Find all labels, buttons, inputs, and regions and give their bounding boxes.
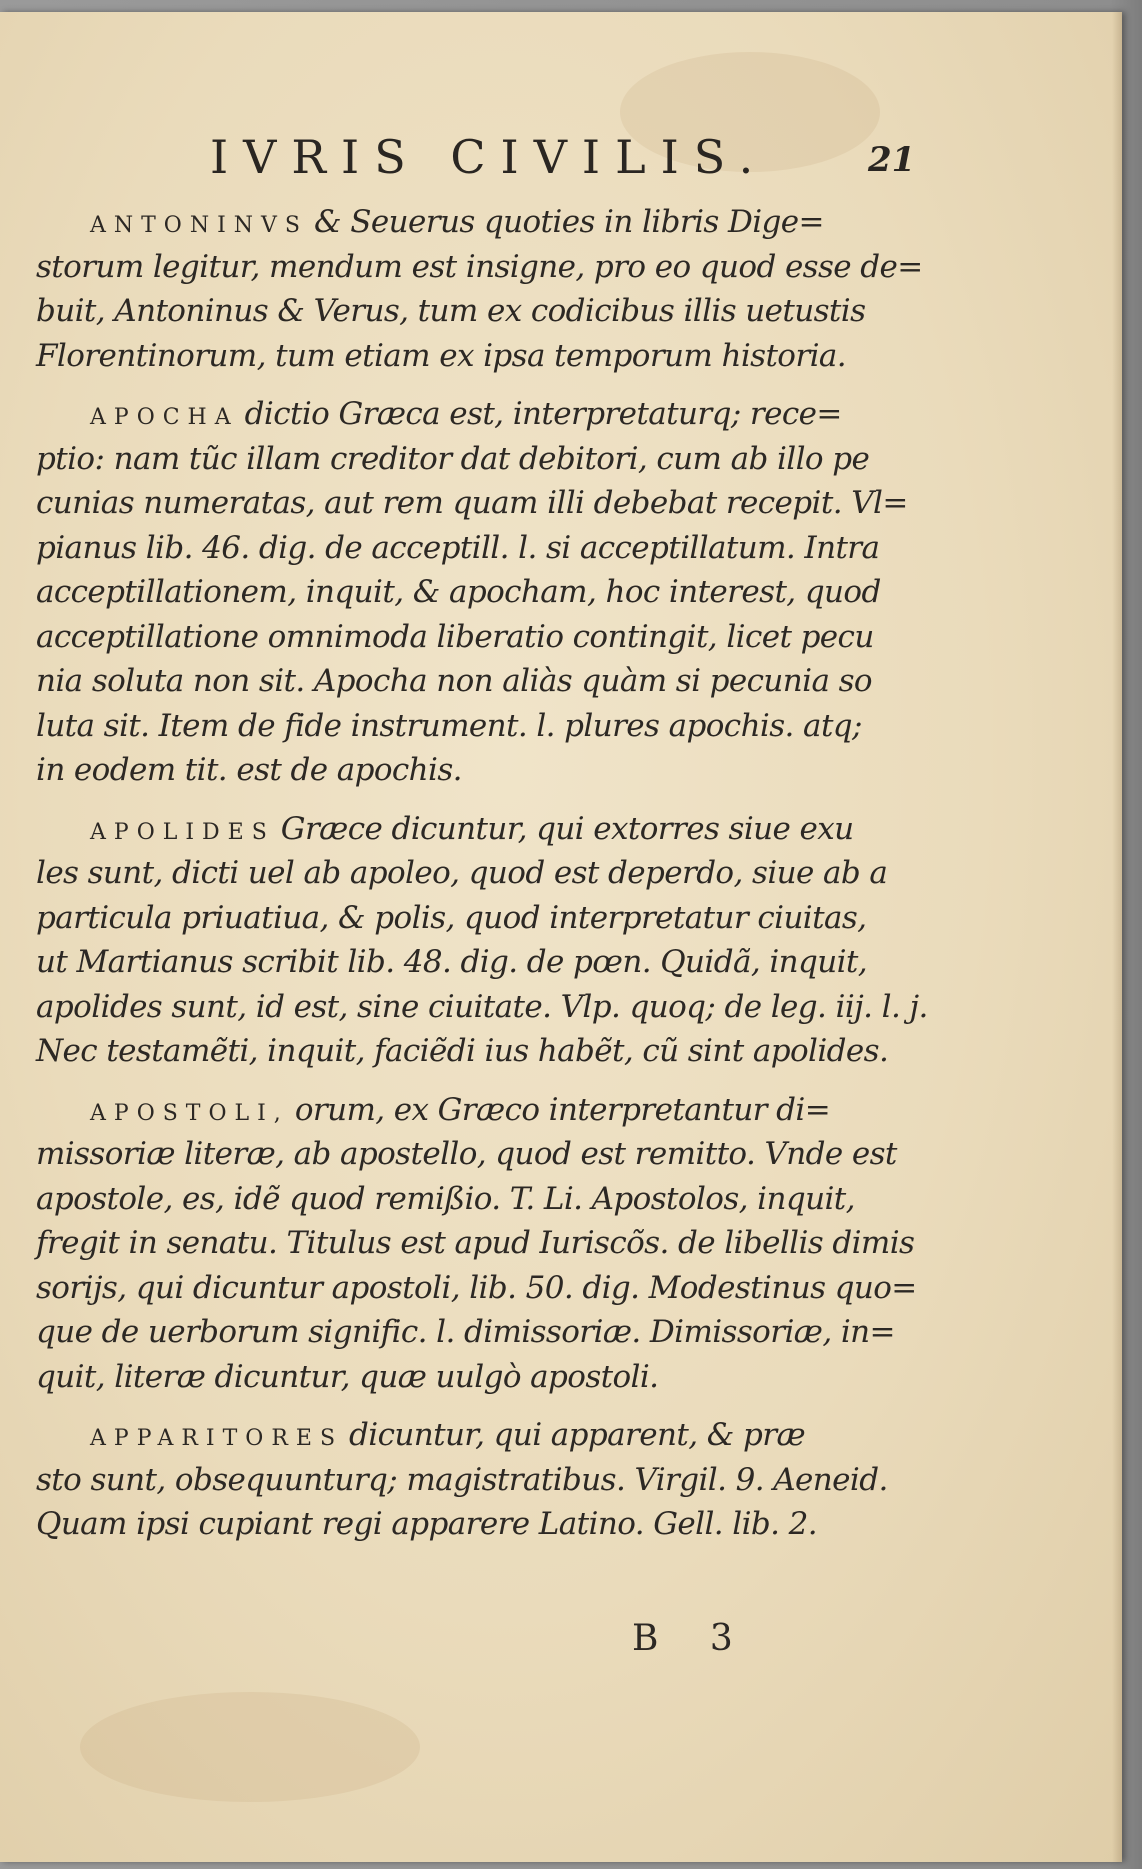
entry-lemma: APOSTOLI, — [90, 1100, 289, 1126]
line-text: que de uerborum signific. l. dimissoriæ. Dimissoriæ, in= — [36, 1314, 895, 1350]
text-line — [36, 1413, 886, 1458]
line-text: particula priuatiua, & polis, quod interpretatur ciuitas, — [36, 899, 867, 936]
text-line — [36, 1310, 895, 1355]
line-text: acceptillatione omnimoda liberatio contingit, licet pecu — [36, 618, 874, 655]
line-text: in eodem tit. est de apochis. — [36, 752, 462, 788]
body-text — [36, 200, 928, 1547]
text-line — [36, 940, 886, 985]
text-line — [36, 985, 928, 1030]
line-text: luta sit. Item de fide instrument. l. plures apochis. atq; — [36, 707, 862, 744]
page-edge-shadow — [1112, 12, 1122, 1862]
text-line — [36, 704, 886, 749]
entry-lemma: ANTONINVS — [90, 213, 308, 238]
text-line — [36, 289, 886, 334]
text-line — [36, 392, 886, 437]
text-line — [36, 526, 886, 571]
text-line — [36, 437, 886, 482]
running-head: IVRIS CIVILIS. — [210, 130, 769, 184]
line-text: orum, ex Græco interpretantur di= — [294, 1091, 831, 1128]
text-line — [36, 1458, 886, 1503]
line-text: dictio Græca est, interpretaturq; rece= — [244, 396, 842, 432]
line-text: & Seuerus quoties in libris Dige= — [314, 204, 824, 240]
entry-lemma: APPARITORES — [90, 1426, 344, 1451]
text-line — [36, 1221, 915, 1266]
book-page — [0, 12, 1122, 1862]
line-text: sto sunt, obsequunturq; magistratibus. Virgil. 9. Aeneid. — [36, 1461, 888, 1498]
text-line — [36, 200, 886, 245]
line-text: cunias numeratas, aut rem quam illi debebat recepit. Vl= — [36, 485, 908, 521]
line-text: apolides sunt, id est, sine ciuitate. Vlp. quoq; de leg. iij. l. j. — [36, 988, 928, 1025]
line-text: Quam ipsi cupiant regi apparere Latino. Gell. lib. 2. — [36, 1506, 818, 1542]
line-text: Nec testamẽti, inquit, faciẽdi ius habẽt, cũ sint apolides. — [36, 1033, 889, 1069]
line-text: fregit in senatu. Titulus est apud Iuriscõs. de libellis dimis — [36, 1225, 915, 1261]
text-line — [36, 851, 886, 896]
text-line — [36, 1355, 886, 1400]
line-text: apostole, es, idẽ quod remißio. T. Li. Apostolos, inquit, — [36, 1180, 855, 1217]
line-text: dicuntur, qui apparent, & præ — [349, 1417, 806, 1453]
text-line — [36, 748, 886, 793]
text-line — [36, 1502, 886, 1547]
signature-mark: B 3 — [632, 1618, 753, 1659]
text-line — [36, 1266, 917, 1311]
line-text: Florentinorum, tum etiam ex ipsa temporum historia. — [36, 337, 847, 374]
line-text: pianus lib. 46. dig. de acceptill. l. si acceptillatum. Intra — [36, 529, 880, 566]
line-text: ut Martianus scribit lib. 48. dig. de pœn. Quidã, inquit, — [36, 944, 868, 980]
line-text: acceptillationem, inquit, & apocham, hoc interest, quod — [36, 574, 881, 610]
line-text: les sunt, dicti uel ab apoleo, quod est deperdo, siue ab a — [36, 855, 888, 891]
line-text: buit, Antoninus & Verus, tum ex codicibus illis uetustis — [36, 293, 866, 329]
text-line — [36, 570, 886, 615]
line-text: sorijs, qui dicuntur apostoli, lib. 50. dig. Modestinus quo= — [36, 1269, 917, 1306]
text-line — [36, 1177, 886, 1222]
page-header — [0, 130, 1122, 190]
text-line — [36, 334, 886, 379]
paper-stain — [80, 1692, 420, 1802]
text-line — [36, 245, 923, 290]
text-line — [36, 1029, 889, 1074]
line-text: nia soluta non sit. Apocha non aliàs quàm si pecunia so — [36, 663, 872, 699]
entry-lemma: APOLIDES — [90, 819, 275, 845]
text-line — [36, 1088, 886, 1133]
page-number: 21 — [868, 140, 916, 180]
entry-lemma: APOCHA — [90, 405, 239, 430]
line-text: quit, literæ dicuntur, quæ uulgò apostoli. — [36, 1358, 659, 1395]
line-text: storum legitur, mendum est insigne, pro eo quod esse de= — [36, 248, 923, 285]
text-line — [36, 807, 886, 852]
text-line — [36, 481, 908, 526]
text-line — [36, 659, 886, 704]
text-line — [36, 615, 886, 660]
text-line — [36, 1132, 897, 1177]
line-text: Græce dicuntur, qui extorres siue exu — [280, 810, 854, 847]
line-text: missoriæ literæ, ab apostello, quod est remitto. Vnde est — [36, 1136, 897, 1172]
text-line — [36, 896, 886, 941]
line-text: ptio: nam tũc illam creditor dat debitori, cum ab illo pe — [36, 440, 870, 477]
